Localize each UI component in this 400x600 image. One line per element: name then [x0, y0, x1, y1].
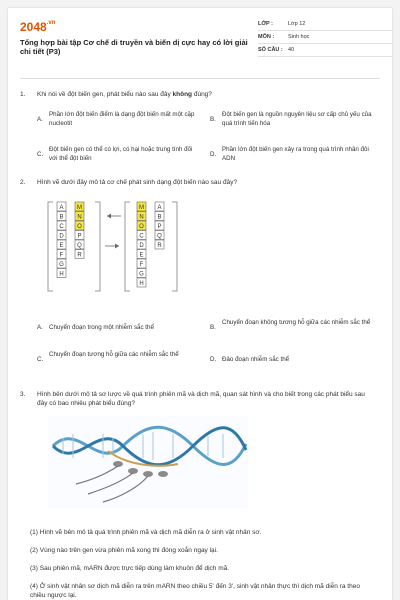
document-header — [20, 16, 380, 72]
chromosome-segment-label: Q — [157, 233, 162, 240]
chromosome-segment-label: O — [139, 223, 144, 230]
chromosome-segment-label: F — [59, 252, 64, 259]
meta-row-count: SỐ CÂU : 40 — [258, 44, 392, 57]
meta-table — [258, 18, 392, 57]
left-bracket — [48, 202, 53, 291]
statement-3: (3) Sau phiên mã, mARN được trực tiếp dùng làm khuôn để dịch mã. — [30, 565, 230, 572]
chromosome-segment-label: R — [77, 252, 82, 259]
chromosome-segment-label: A — [157, 204, 162, 211]
left-bracket-close — [95, 202, 100, 291]
chromosome-segment-label: H — [59, 271, 64, 278]
chromosome-segment-label: M — [77, 204, 82, 211]
question-3: 3. Hình bên dưới mô tả sơ lược về quá trình phiên mã và dịch mã, quan sát hình và cho biết trong các phát biểu sau đây có bao nhiêu phát biểu đúng? (1) Hình vẽ bên mô tả quá trình phiên mã và dịch mã diễn ra ở sinh vật nhân sơ. (2) Vùng nào trên gen vừa phiên mã xong thì đóng xoắn ngay lại. (3) Sau phiên mã, mARN được trực tiếp dùng làm khuôn để dịch mã. (4) Ở sinh vật nhân sơ dịch mã diễn ra trên mARN theo chiều 5' đến 3', sinh vật nhân thực thì dịch mã diễn ra theo chiều ngược lại. — [20, 390, 380, 600]
chromosome-segment-label: C — [139, 233, 144, 240]
arrowhead-right — [115, 244, 119, 249]
question-2: 2. Hình vẽ dưới đây mô tả cơ chế phát sinh dạng đột biến nào sau đây? A B C D E F G H M N O P Q R M N O C D E F G H A B P Q R A. Chuyển đoạn trong một nhiễm sắc thể B. Chuyển đoạn không tương hỗ giữa các nhiễm sắc thể C. Chuyển đoạn tương hỗ giữa các nhiễm sắc thể D. Đảo đoạn nhiễm sắc thể — [20, 179, 371, 363]
chromosome-diagram — [45, 196, 195, 306]
chromosome-segment-label: O — [77, 223, 82, 230]
chromosome-segment-label: N — [139, 214, 144, 221]
statement-4: (4) Ở sinh vật nhân sơ dịch mã diễn ra trên mARN theo chiều 5' đến 3', sinh vật nhân thực thì dịch mã diễn ra theo chiều ngược lại. — [30, 583, 360, 599]
question-1: 1. Khi nói về đột biến gen, phát biểu nào sau đây không đúng? A. Phần lớn đột biến điểm là dạng đột biến mất một cặp nucleotit B. Đột biến gen là nguồn nguyên liệu sơ cấp chủ yếu của quá trình tiến hóa C. Đột biến gen có thể có lợi, có hại hoặc trung tính đối với thể đột biến D. Phần lớn đột biến gen xảy ra trong quá trình nhân đôi ADN — [20, 90, 380, 170]
chromosome-segment-label: H — [139, 280, 144, 287]
chromosome-segment-label: F — [139, 261, 144, 268]
chromosome-segment-label: N — [77, 214, 82, 221]
chromosome-segment-label: E — [139, 252, 144, 259]
page-title: Tổng hợp bài tập Cơ chế di truyền và biến dị cực hay có lời giải chi tiết (P3) — [20, 38, 248, 56]
chromosome-segment-label: M — [139, 204, 144, 211]
chromosome-segment-label: D — [59, 233, 64, 240]
chromosome-segment-label: P — [157, 223, 162, 230]
chromosome-segment-label: D — [139, 242, 144, 249]
right-bracket — [125, 202, 130, 291]
chromosome-segment-label: E — [59, 242, 64, 249]
site-logo[interactable]: $2048^{.vn}$ — [20, 20, 56, 34]
chromosome-segment-label: R — [157, 242, 162, 249]
chromosome-segment-label: B — [59, 214, 64, 221]
document-page — [8, 8, 392, 600]
header-divider — [20, 78, 380, 79]
transcription-translation-figure — [48, 416, 248, 508]
chromosome-segment-label: G — [59, 261, 64, 268]
chromosome-segment-label: G — [139, 271, 144, 278]
statement-2: (2) Vùng nào trên gen vừa phiên mã xong thì đóng xoắn ngay lại. — [30, 547, 218, 554]
chromosome-segment-label: A — [59, 204, 64, 211]
arrowhead-left — [107, 214, 111, 219]
meta-row-class: LỚP : Lớp 12 — [258, 18, 392, 31]
chromosome-segment-label: C — [59, 223, 64, 230]
right-bracket-close — [172, 202, 177, 291]
question-text: Khi nói về đột biến gen, phát biểu nào sau đây không đúng? — [37, 91, 212, 98]
chromosome-segment-label: Q — [77, 242, 82, 249]
chromosome-segment-label: P — [77, 233, 82, 240]
statement-1: (1) Hình vẽ bên mô tả quá trình phiên mã và dịch mã diễn ra ở sinh vật nhân sơ. — [30, 529, 262, 536]
chromosome-segment-label: B — [157, 214, 162, 221]
meta-row-subject: MÔN : Sinh học — [258, 31, 392, 44]
